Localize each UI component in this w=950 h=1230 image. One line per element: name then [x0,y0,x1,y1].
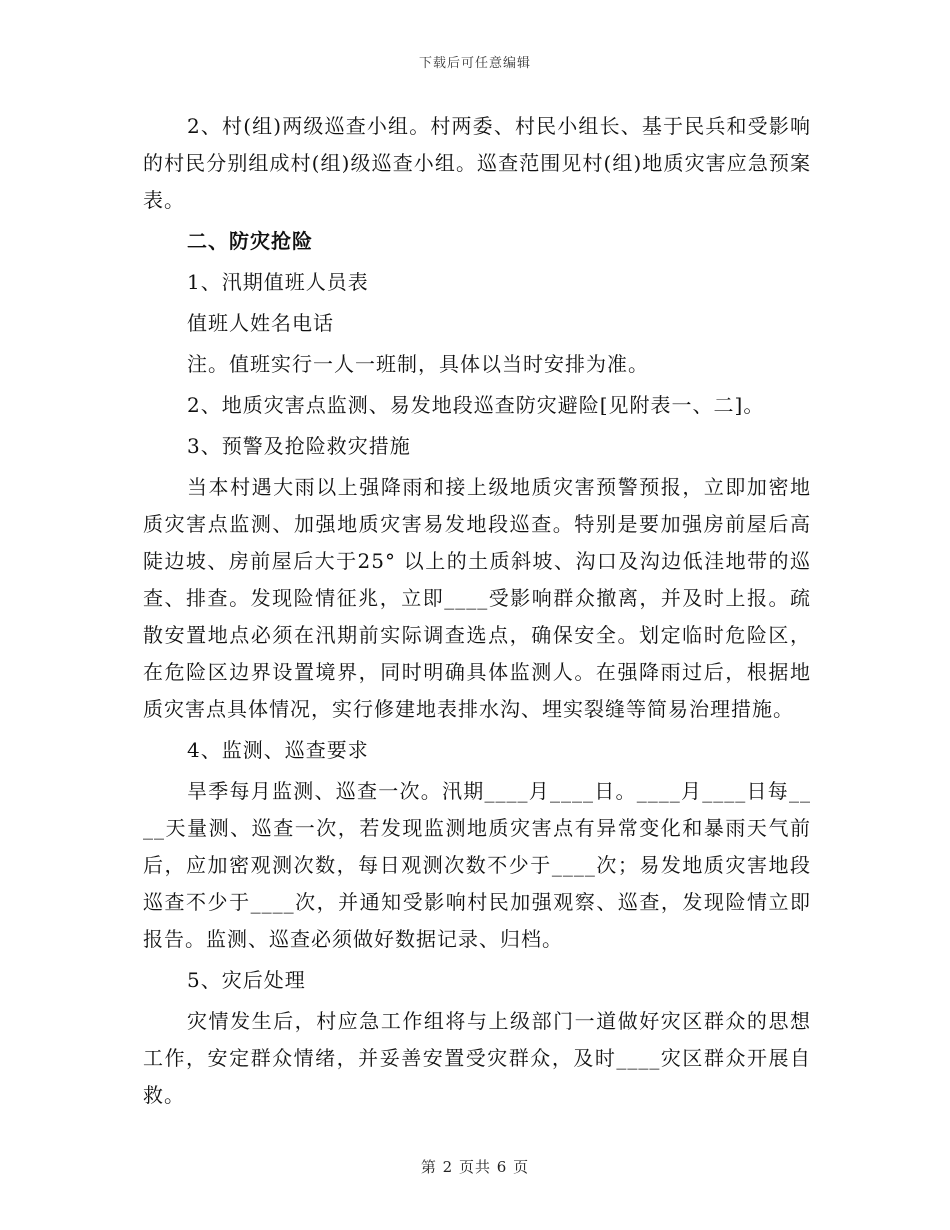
paragraph-patrol-groups: 2、村(组)两级巡查小组。村两委、村民小组长、基于民兵和受影响的村民分别组成村(组)级巡查小组。巡查范围见村(组)地质灾害应急预案表。 [143,114,811,212]
paragraph-duty-columns: 值班人姓名电话 [187,311,334,335]
document-body [143,108,811,1118]
subheading-duty-roster: 1、汛期值班人员表 [187,270,369,294]
page-footer: 第 2 页共 6 页 [420,1158,530,1176]
paragraph-warning-measures: 当本村遇大雨以上强降雨和接上级地质灾害预警预报，立即加密地质灾害点监测、加强地质灾害易发地段巡查。特别是要加强房前屋后高陡边坡、房前屋后大于25° 以上的土质斜坡、沟口及沟边低洼地带的巡查、排查。发现险情征兆，立即____受影响群众撤离，并及时上报。疏散安置地点必须在汛期前实际调查选点，确保安全。划定临时危险区，在危险区边界设置境界，同时明确具体监测人。在强降雨过后，根据地质灾害点具体情况，实行修建地表排水沟、埋实裂缝等简易治理措施。 [143,475,811,721]
page-header: 下载后可任意编辑 [418,56,531,71]
subheading-warning-measures: 3、预警及抢险救灾措施 [187,434,411,458]
section-heading-disaster-relief: 二、防灾抢险 [187,229,313,253]
subheading-post-disaster: 5、灾后处理 [187,968,306,992]
paragraph-monitoring-requirements: 旱季每月监测、巡查一次。汛期____月____日。____月____日每____天量测、巡查一次，若发现监测地质灾害点有异常变化和暴雨天气前后，应加密观测次数，每日观测次数不少于____次；易发地质灾害地段巡查不少于____次，并通知受影响村民加强观察、巡查，发现险情立即报告。监测、巡查必须做好数据记录、归档。 [143,779,811,951]
paragraph-duty-note: 注。值班实行一人一班制，具体以当时安排为准。 [187,352,649,376]
paragraph-post-disaster: 灾情发生后，村应急工作组将与上级部门一道做好灾区群众的思想工作，安定群众情绪，并妥善安置受灾群众，及时____灾区群众开展自救。 [143,1009,811,1107]
subheading-monitoring-points: 2、地质灾害点监测、易发地段巡查防灾避险[见附表一、二]。 [187,393,765,417]
subheading-monitoring-requirements: 4、监测、巡查要求 [187,738,369,762]
